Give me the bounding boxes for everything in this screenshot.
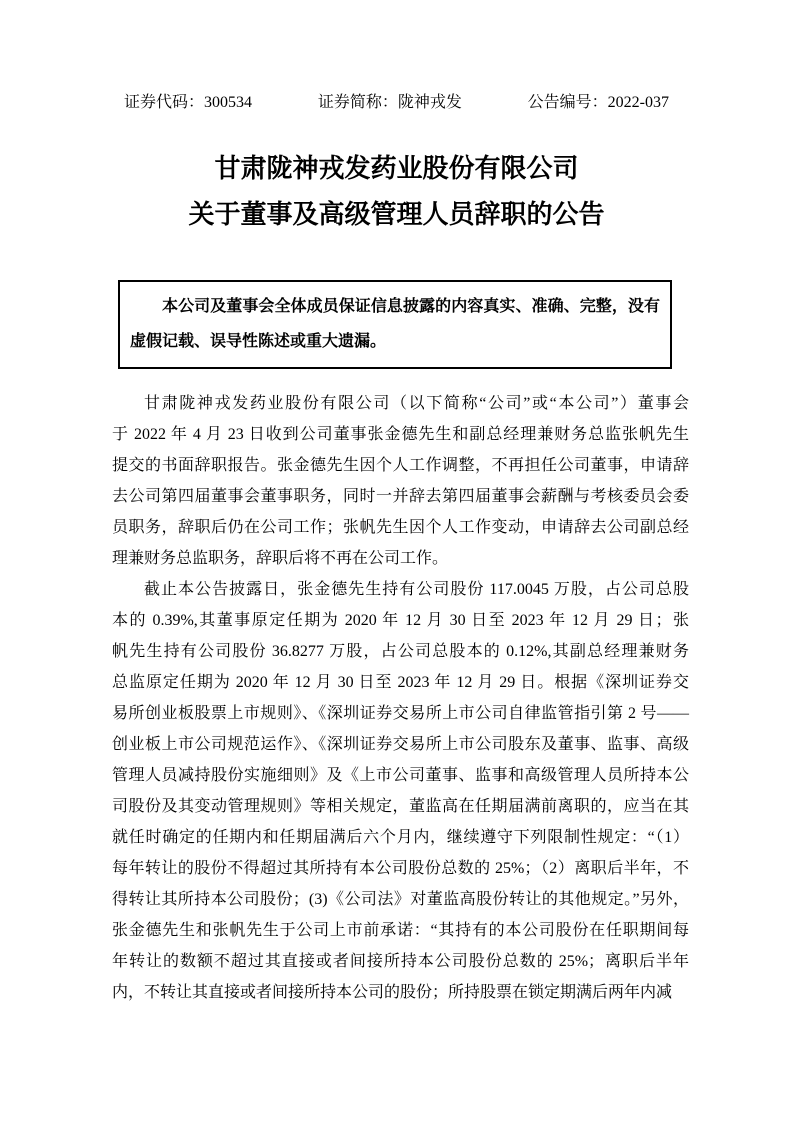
paragraph-line: 总监原定任期为 2020 年 12 月 30 日至 2023 年 12 月 29 日。根据《深圳证券交 [112, 674, 689, 691]
paragraph-line: 甘肃陇神戎发药业股份有限公司（以下简称“公司”或“本公司”）董事会 [144, 395, 689, 412]
paragraph-line: 本的 0.39%,其董事原定任期为 2020 年 12 月 30 日至 2023 年 12 月 29 日；张 [112, 612, 689, 629]
paragraph-line: 截止本公告披露日，张金德先生持有公司股份 117.0045 万股，占公司总股 [144, 581, 689, 598]
paragraph-line: 帆先生持有公司股份 36.8277 万股，占公司总股本的 0.12%,其副总经理兼财务 [112, 643, 689, 660]
disclaimer-line: 虚假记载、误导性陈述或重大遗漏。 [130, 333, 387, 350]
paragraph-line: 就任时确定的任期内和任期届满后六个月内，继续遵守下列限制性规定：“（1） [112, 829, 689, 846]
stock-code: 证券代码：300534 [124, 94, 253, 111]
paragraph-line: 张金德先生和张帆先生于公司上市前承诺：“其持有的本公司股份在任职期间每 [112, 922, 689, 939]
paragraph-line: 易所创业板股票上市规则》、《深圳证券交易所上市公司自律监管指引第 2 号—— [112, 705, 689, 722]
body-paragraph [112, 574, 689, 1008]
announcement-subject-title-line: 关于董事及高级管理人员辞职的公告 [188, 200, 605, 229]
paragraph-line: 管理人员减持股份实施细则》及《上市公司董事、监事和高级管理人员所持本公 [112, 767, 689, 784]
document-body [112, 388, 689, 1008]
stock-short-name: 证券简称：陇神戎发 [317, 94, 462, 111]
paragraph-line: 创业板上市公司规范运作》、《深圳证券交易所上市公司股东及董事、监事、高级 [112, 736, 689, 753]
document-meta-header [124, 93, 669, 113]
paragraph-line: 于 2022 年 4 月 23 日收到公司董事张金德先生和副总经理兼财务总监张帆先生 [112, 426, 689, 443]
body-paragraph [112, 388, 689, 574]
paragraph-line: 去公司第四届董事会董事职务，同时一并辞去第四届董事会薪酬与考核委员会委 [112, 488, 689, 505]
paragraph-line: 得转让其所持本公司股份；(3)《公司法》对董监高股份转让的其他规定。”另外， [112, 891, 689, 908]
company-name-title-line: 甘肃陇神戎发药业股份有限公司 [214, 154, 579, 183]
paragraph-line: 司股份及其变动管理规则》等相关规定，董监高在任期届满前离职的，应当在其 [112, 798, 689, 815]
disclaimer-box [118, 280, 672, 369]
announcement-number: 公告编号：2022-037 [527, 94, 669, 111]
disclaimer-line: 本公司及董事会全体成员保证信息披露的内容真实、准确、完整，没有 [162, 298, 660, 315]
paragraph-line: 内，不转让其直接或者间接所持本公司的股份；所持股票在锁定期满后两年内减 [112, 984, 673, 1001]
paragraph-line: 年转让的数额不超过其直接或者间接所持本公司股份总数的 25%；离职后半年 [112, 953, 689, 970]
paragraph-line: 提交的书面辞职报告。张金德先生因个人工作调整，不再担任公司董事，申请辞 [112, 457, 689, 474]
paragraph-line: 每年转让的股份不得超过其所持有本公司股份总数的 25%；（2）离职后半年，不 [112, 860, 689, 877]
paragraph-line: 员职务，辞职后仍在公司工作；张帆先生因个人工作变动，申请辞去公司副总经 [112, 519, 689, 536]
document-title [0, 146, 793, 238]
paragraph-line: 理兼财务总监职务，辞职后将不再在公司工作。 [112, 550, 449, 567]
